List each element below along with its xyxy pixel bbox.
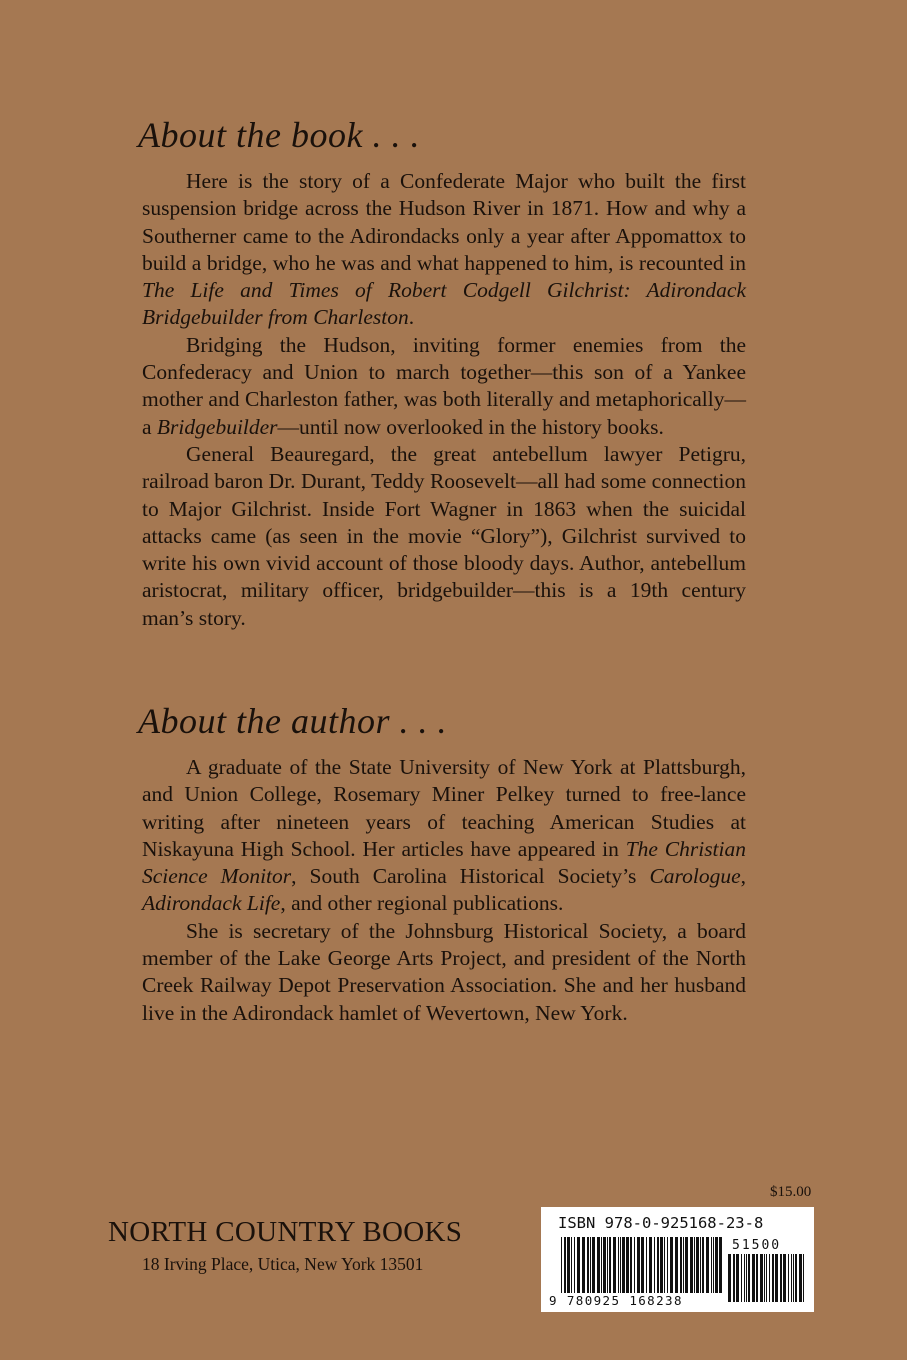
barcode-bar [574, 1237, 575, 1293]
text-run: , South Carolina Historical Society’s [291, 864, 650, 889]
barcode-bar [791, 1254, 792, 1302]
barcode-bar [590, 1237, 591, 1293]
barcode-bar [772, 1254, 774, 1302]
text-run: Bridging the Hudson, inviting former enemies from the Confederacy and Union to march together—this son of a Yankee mother and Charleston father, was both literally and metaphorically—a [142, 332, 746, 439]
barcode-bar [690, 1237, 693, 1293]
barcode-bar [654, 1237, 655, 1293]
barcode-bar [667, 1237, 668, 1293]
barcode-bar [582, 1237, 585, 1293]
barcode-bar [657, 1237, 659, 1293]
barcode-bar [603, 1237, 606, 1293]
barcode-bar [766, 1254, 767, 1302]
text-run: Here is the story of a Confederate Major who built the first suspension bridge across the Hudson River in 1871. How and why a Southerner came to the Adirondacks only a year after Appomattox to build a bridge, who he was and what happened to him, is recounted in [142, 169, 746, 275]
text-run: . [408, 305, 415, 330]
barcode-bar [788, 1254, 789, 1302]
barcode-bar [561, 1237, 562, 1293]
italic-title: Adirondack Life [142, 891, 281, 916]
text-run: , and other regional publications. [280, 891, 564, 916]
barcode-bar [587, 1237, 589, 1293]
price-addon-digits: 51500 [732, 1238, 782, 1253]
barcode-bar [683, 1237, 684, 1293]
barcode-bar [564, 1237, 566, 1293]
barcode-bar [571, 1237, 572, 1293]
barcode-bar [620, 1237, 621, 1293]
barcode-bar [780, 1254, 782, 1302]
barcode-bar [756, 1254, 758, 1302]
barcode-bar [601, 1237, 602, 1293]
barcode-bar [660, 1237, 663, 1293]
barcode-bar [641, 1237, 644, 1293]
barcode-bar [694, 1237, 695, 1293]
barcode-bar [706, 1237, 709, 1293]
italic-title: The Life and Times of Robert Codgell Gilchrist: Adirondack Bridgebuilder from Charleston [142, 278, 746, 330]
barcode-bar [664, 1237, 665, 1293]
barcode-bar [613, 1237, 616, 1293]
barcode-bar [637, 1237, 640, 1293]
text-run: —until now overlooked in the history books. [277, 414, 664, 439]
barcode-bar [715, 1237, 718, 1293]
barcode-bar [775, 1254, 778, 1302]
barcode-bar [609, 1237, 611, 1293]
paragraph [142, 332, 746, 441]
barcode-bar [607, 1237, 608, 1293]
barcode-bar [746, 1254, 747, 1302]
text-run: General Beauregard, the great antebellum lawyer Petigru, railroad baron Dr. Durant, Teddy Roosevelt—all had some connection to Major Gilchrist. Inside Fort Wagner in 1863 when the suicidal attacks came (as seen in the movie “Glory”), Gilchrist survived to write his own vivid account of those bloody days. Author, antebellum aristocrat, military officer, bridgebuilder—this is a 19th century man’s story. [142, 441, 746, 630]
barcode-bar [799, 1254, 802, 1302]
barcode-bar [764, 1254, 765, 1302]
barcode-bar [622, 1237, 625, 1293]
italic-title: Bridgebuilder [156, 414, 278, 439]
barcode-bar [728, 1254, 731, 1302]
barcode-bar [597, 1237, 600, 1293]
barcode-bar [711, 1237, 712, 1293]
price-label: $15.00 [770, 1184, 812, 1200]
barcode-bar [719, 1237, 722, 1293]
publisher-address: 18 Irving Place, Utica, New York 13501 [142, 1254, 424, 1274]
text-run: A graduate of the State University of New York at Plattsburgh, and Union College, Rosemary Miner Pelkey turned to free-lance writing after nineteen years of teaching American Studies at Niskayuna High School. Her articles have appeared in [142, 755, 746, 861]
about-book-heading: About the book . . . [138, 115, 420, 155]
barcode-bar [696, 1237, 699, 1293]
paragraph [142, 918, 746, 1027]
italic-title: Carologue [649, 864, 741, 889]
barcode-bar [592, 1237, 595, 1293]
about-author-heading: About the author . . . [138, 701, 447, 741]
about-book-text [142, 168, 746, 632]
barcode-bar [700, 1237, 701, 1293]
barcode-bar [793, 1254, 794, 1302]
barcode-bar [744, 1254, 745, 1302]
barcode-bar [670, 1237, 673, 1293]
publisher-name: NORTH COUNTRY BOOKS [108, 1216, 463, 1248]
barcode-bar [649, 1237, 652, 1293]
barcode-bar [680, 1237, 682, 1293]
italic-title: The Christian Science Monitor [142, 836, 747, 889]
barcode-bar [702, 1237, 704, 1293]
barcode-bar [760, 1254, 763, 1302]
barcode-panel [541, 1207, 814, 1312]
paragraph [142, 754, 746, 918]
barcode-bar [685, 1237, 688, 1293]
barcode-bar [736, 1254, 739, 1302]
text-run: , [740, 864, 746, 889]
barcode-digits: 9 780925 168238 [549, 1293, 683, 1308]
text-run: She is secretary of the Johnsburg Historical Society, a board member of the Lake George Arts Project, and president of the North Creek Railway Depot Preservation Association. She and her husband live in the Adirondack hamlet of Wevertown, New York. [142, 918, 746, 1025]
barcode-bar [748, 1254, 750, 1302]
barcode-bar [577, 1237, 580, 1293]
barcode-bar [675, 1237, 678, 1293]
barcode-bar [646, 1237, 647, 1293]
barcode-bar [626, 1237, 629, 1293]
ean-barcode [561, 1237, 723, 1301]
paragraph [142, 168, 746, 332]
barcode-bar [783, 1254, 786, 1302]
about-author-text [142, 754, 746, 1027]
isbn-label: ISBN 978-0-925168-23-8 [558, 1214, 764, 1232]
barcode-bar [803, 1254, 804, 1302]
barcode-bar [752, 1254, 755, 1302]
barcode-bar [630, 1237, 632, 1293]
barcode-bar [634, 1237, 635, 1293]
barcode-bar [618, 1237, 619, 1293]
barcode-bar [741, 1254, 742, 1302]
paragraph [142, 441, 746, 632]
barcode-bar [733, 1254, 735, 1302]
barcode-bar [769, 1254, 770, 1302]
barcode-bar [713, 1237, 714, 1293]
price-addon-barcode [728, 1254, 804, 1302]
barcode-bar [567, 1237, 570, 1293]
barcode-bar [795, 1254, 797, 1302]
